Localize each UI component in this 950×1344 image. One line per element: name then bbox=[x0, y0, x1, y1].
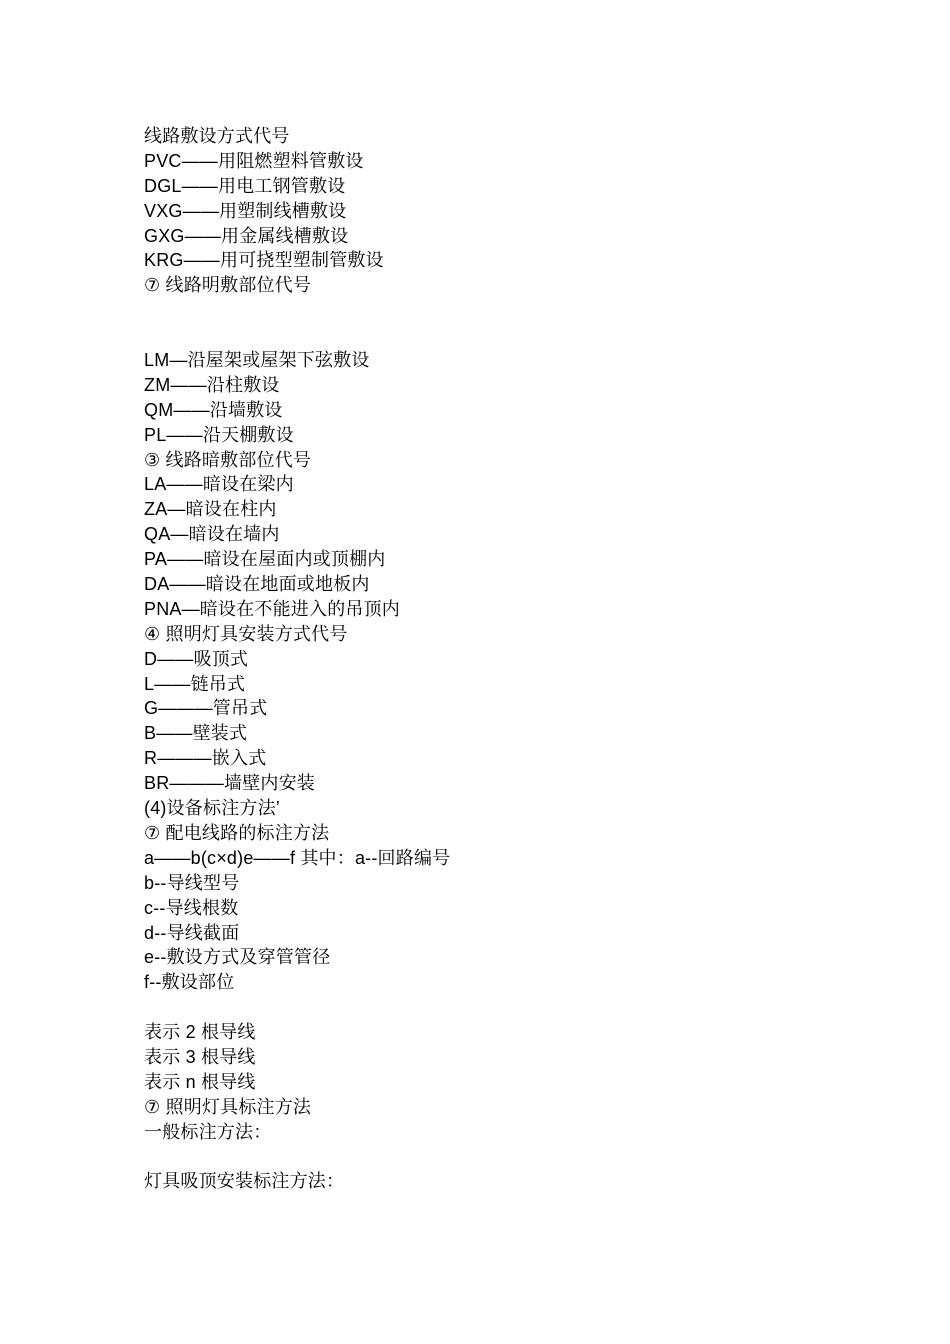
text-line: 表示 n 根导线 bbox=[144, 1071, 256, 1092]
text-line: L——链吊式 bbox=[144, 673, 246, 694]
text-line: R———嵌入式 bbox=[144, 748, 267, 769]
text-line: LA——暗设在梁内 bbox=[144, 474, 294, 495]
text-line: PA——暗设在屋面内或顶棚内 bbox=[144, 549, 386, 570]
blank-line bbox=[144, 995, 904, 1020]
text-line: 线路敷设方式代号 bbox=[144, 126, 290, 146]
text-line: GXG——用金属线槽敷设 bbox=[144, 225, 349, 246]
text-line: DGL——用电工钢管敷设 bbox=[144, 175, 346, 196]
text-line: f--敷设部位 bbox=[144, 972, 235, 993]
text-line: ⑦ 照明灯具标注方法 bbox=[144, 1096, 312, 1117]
text-line: QM——沿墙敷设 bbox=[144, 399, 283, 420]
text-line: 灯具吸顶安装标注方法： bbox=[144, 1171, 345, 1192]
text-line: KRG——用可挠型塑制管敷设 bbox=[144, 250, 384, 271]
text-line: (4)设备标注方法’ bbox=[144, 798, 280, 819]
text-line: ③ 线路暗敷部位代号 bbox=[144, 449, 312, 470]
text-line: QA—暗设在墙内 bbox=[144, 524, 280, 545]
text-line: PL——沿天棚敷设 bbox=[144, 424, 294, 445]
text-line: ④ 照明灯具安装方式代号 bbox=[144, 623, 348, 644]
blank-line bbox=[144, 298, 904, 323]
text-line: D——吸顶式 bbox=[144, 648, 249, 669]
text-line: ZA—暗设在柱内 bbox=[144, 499, 277, 520]
text-line: ⑦ 线路明敷部位代号 bbox=[144, 275, 312, 296]
text-line: BR———墙壁内安装 bbox=[144, 773, 316, 794]
text-line: 一般标注方法： bbox=[144, 1121, 272, 1142]
text-line: d--导线截面 bbox=[144, 922, 240, 943]
text-line: VXG——用塑制线槽敷设 bbox=[144, 200, 347, 221]
blank-line bbox=[144, 1145, 904, 1170]
text-line: b--导线型号 bbox=[144, 872, 240, 893]
document-body bbox=[144, 124, 904, 1194]
text-line: PVC——用阻燃塑料管敷设 bbox=[144, 150, 364, 171]
text-line: e--敷设方式及穿管管径 bbox=[144, 947, 331, 968]
text-line: PNA—暗设在不能进入的吊顶内 bbox=[144, 598, 401, 619]
blank-line bbox=[144, 323, 904, 348]
text-line: B——壁装式 bbox=[144, 723, 248, 744]
text-line: LM—沿屋架或屋架下弦敷设 bbox=[144, 350, 370, 371]
text-line: DA——暗设在地面或地板内 bbox=[144, 574, 370, 595]
text-line: ⑦ 配电线路的标注方法 bbox=[144, 822, 330, 843]
text-line: 表示 2 根导线 bbox=[144, 1022, 256, 1043]
text-line: ZM——沿柱敷设 bbox=[144, 374, 280, 395]
text-line: c--导线根数 bbox=[144, 897, 239, 918]
text-line: a——b(c×d)e——f 其中：a--回路编号 bbox=[144, 847, 451, 868]
text-line: G———管吊式 bbox=[144, 698, 268, 719]
text-line: 表示 3 根导线 bbox=[144, 1046, 256, 1067]
